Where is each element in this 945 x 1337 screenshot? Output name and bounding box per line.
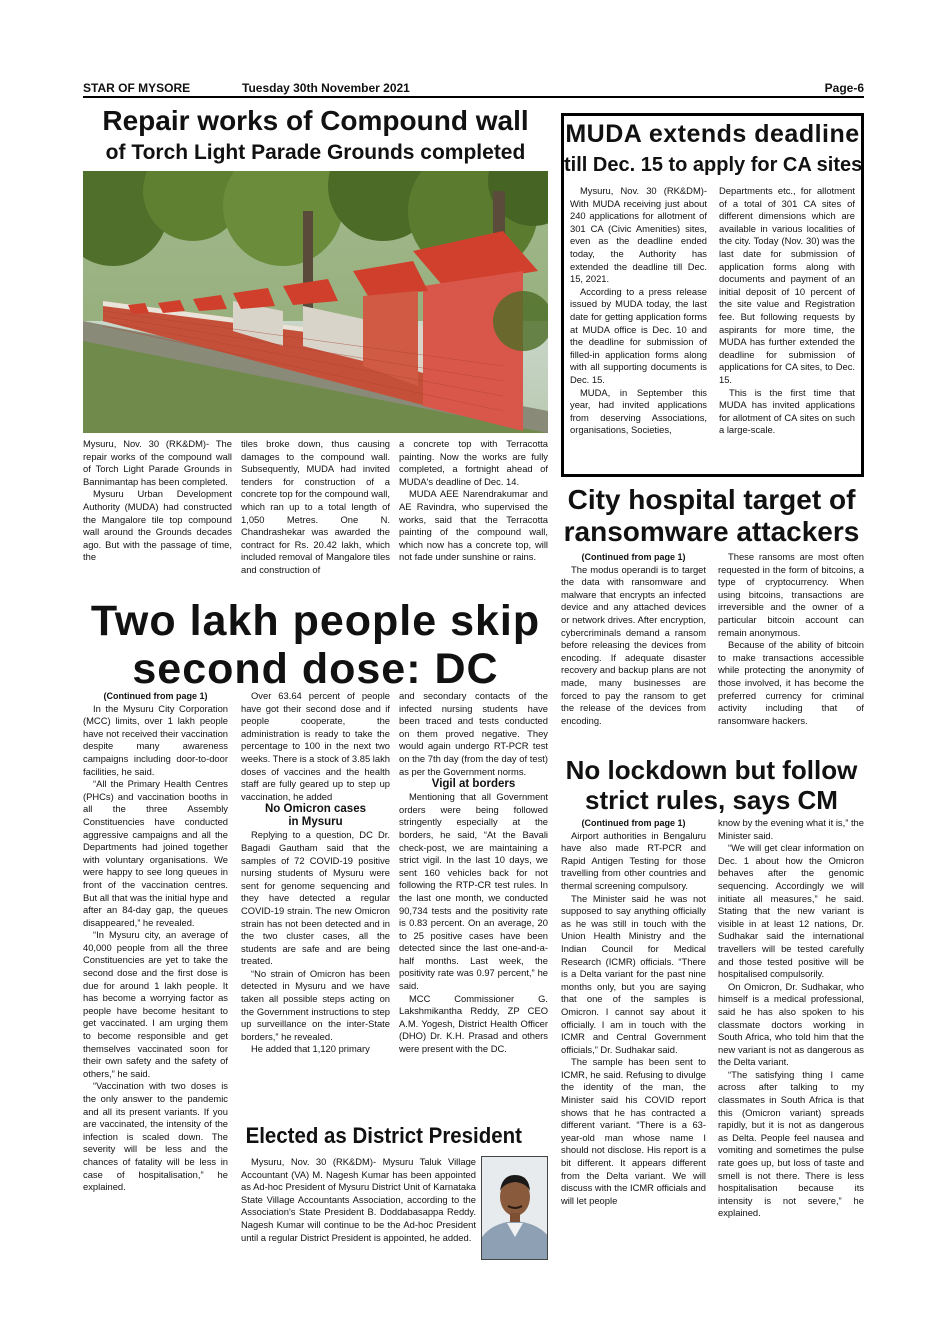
paragraph: On Omicron, Dr. Sudhakar, who himself is a medical professional, said he has also spoken to his classmate doctors working in South Africa, who told him that the new variant is not as dangerous as the Delta variant.: [718, 980, 864, 1068]
paragraph: and secondary contacts of the infected nursing students have been traced and tests conducted on them proved negative. They would again undergo RT-PCR test on the 7th day (from the day of test) as per the Government norms.: [399, 690, 548, 777]
hospital-column-1: [561, 551, 706, 746]
paragraph: “The satisfying thing I came across after talking to my classmates in South Africa is that this (Omicron variant) spreads rapidly, but it is not as dangerous as Delta. People feel nausea and vomiting and sometimes the pulse rate goes up, but loss of taste and smell is not there. There is less hospitalisation because its intensity is not severe,” he explained.: [718, 1068, 864, 1219]
masthead: [83, 80, 864, 98]
dose-column-1: [83, 690, 228, 1268]
paragraph: MUDA AEE Narendrakumar and AE Ravindra, who supervised the works, said that the Terracotta painting of the compound wall, which now has a concrete top, will not fade under sunshine or rains.: [399, 488, 548, 563]
lockdown-headline: No lockdown but follow: [565, 755, 858, 785]
repair-column-1: [83, 438, 232, 588]
paragraph: tiles broke down, thus causing damages to the compound wall. Subsequently, MUDA had invited tenders for construction of a concrete top for the compound wall, which ran up to a total length of 1,050 Metres. One N. Chandrashekar was awarded the contract for Rs. 20.42 lakh, which included removal of Mangalore tiles and construction of: [241, 438, 390, 575]
muda-subheadline: till Dec. 15 to apply for CA sites: [564, 154, 863, 176]
paragraph: Mentioning that all Government orders were being followed stringently especially at the borders, he said, “At the Bavali check-post, we are maintaining a strict vigil. In the last 10 days, we sent 160 vehicles back for not following the RTP-CR test rules. In the last one month, we conducted 90,734 tests and the positivity rate is 0.83 percent. On an average, 20 to 25 positive cases have been detected since the last one-and-a-half months. Last week, the positivity rate was 0.97 percent,” he said.: [399, 791, 548, 992]
paragraph: know by the evening what it is,” the Minister said.: [718, 817, 864, 841]
repair-subheadline: of Torch Light Parade Grounds completed: [105, 141, 526, 164]
paragraph: The modus operandi is to target the data with ransomware and malware that encrypts an infected device and any attached devices or network drives. After encryption, cybercriminals demand a ransom before releasing the devices from encoding. If adequate disaster recovery and backup plans are not made, many businesses are forced to pay the ransom to get the release of the devices from encoding.: [561, 563, 706, 726]
muda-column-2: [719, 185, 855, 470]
page-number: Page-6: [824, 81, 864, 95]
hospital-column-2: [718, 551, 864, 746]
paragraph: Mysuru Urban Development Authority (MUDA) had constructed the Mangalore tile top compound wall around the Grounds decades ago. But with the passage of time, the: [83, 488, 232, 563]
continued-label: (Continued from page 1): [581, 818, 686, 828]
subheading-vigil: Vigil at borders: [431, 778, 516, 791]
dose-headline: Two lakh people skip: [90, 597, 541, 645]
subheading-in-mysuru: in Mysuru: [288, 816, 343, 829]
paragraph: a concrete top with Terracotta painting. Now the works are fully completed, a fortnight ahead of MUDA's deadline of Dec. 14.: [399, 438, 548, 487]
paragraph: The sample has been sent to ICMR, he said. Refusing to divulge the identity of the man, the Minister said his COVID report shows that he has contracted a different variant. “There is a 63-year-old man whose name I should not disclose. His report is a bit different. It appears different from the Delta variant. We will discuss with the ICMR officials and will let people: [561, 1056, 706, 1206]
muda-column-1: [570, 185, 707, 470]
paragraph: In the Mysuru City Corporation (MCC) limits, over 1 lakh people have not received their vaccination despite many awareness campaigns including door-to-door facilities, he said.: [83, 702, 228, 777]
repair-column-3: [399, 438, 548, 588]
paragraph: These ransoms are most often requested in the form of bitcoins, a type of cryptocurrency. When using bitcoins, transactions are irreversible and the owner of a particular bitcoin account can remain anonymous.: [718, 551, 864, 638]
paragraph: Because of the ability of bitcoin to make transactions accessible while protecting the anonymity of those involved, it has become the preferred currency for criminal activity including that of ransomware hackers.: [718, 639, 864, 726]
hospital-headline: City hospital target of: [567, 484, 856, 515]
hospital-subheadline: ransomware attackers: [563, 516, 860, 547]
repair-headline: Repair works of Compound wall: [102, 105, 529, 136]
paragraph: “All the Primary Health Centres (PHCs) and vaccination booths in all the three Assembly Constituencies have conducted aggressive campaigns and all the Departments had joined together with voluntary organisations. We were happy to see long queues in front of the vaccination centres. But all that was the initial hype and after an 84-day gap, the queues disappeared,” he revealed.: [83, 778, 228, 928]
paragraph: Over 63.64 percent of people have got their second dose and if people cooperate, the administration is ready to take the percentage to 100 in the next two weeks. There is a stock of 3.85 lakh doses of vaccines and the health staff are fully geared up to step up vaccination, he added: [241, 690, 390, 802]
continued-label: (Continued from page 1): [581, 552, 686, 562]
subheading-no-omicron: No Omicron cases: [265, 803, 366, 816]
paragraph: Mysuru, Nov. 30 (RK&DM)- The repair works of the compound wall of Torch Light Parade Grounds in Bannimantap has been completed.: [83, 438, 232, 487]
paragraph: “In Mysuru city, an average of 40,000 people from all the three Constituencies are yet to take the second dose and the first dose is due for around 1 lakh people. It has become a worrying factor as people have become hesitant to get vaccinated. I am urging them to become responsible and get themselves vaccinated soon for their own safety and the safety of others,” he said.: [83, 929, 228, 1079]
elected-body: [241, 1156, 476, 1268]
paragraph: Mysuru, Nov. 30 (RK&DM)- Mysuru Taluk Village Accountant (VA) M. Nagesh Kumar has been appointed as Ad-hoc President of Mysuru District Unit of Karnataka State Village Accountants Association, according to the Association's State President B. Doddabasappa Reddy. Nagesh Kumar will continue to be the Ad-hoc President until a regular District President is appointed, he added.: [241, 1156, 476, 1243]
elected-headline: Elected as District President: [245, 1123, 522, 1148]
paragraph: According to a press release issued by MUDA today, the last date for getting application forms at MUDA office is Dec. 10 and the deadline for submission of filled-in application forms along with all supporting documents is Dec. 15.: [570, 285, 707, 385]
paragraph: Mysuru, Nov. 30 (RK&DM)- With MUDA receiving just about 240 applications for allotment of 301 CA (Civic Amenities) sites, even as the deadline ended today, the Authority has extended the deadline till Dec. 15, 2021.: [570, 185, 707, 285]
paragraph: “Vaccination with two doses is the only answer to the pandemic and all its present variants. If you are vaccinated, the intensity of the infection is scaled down. The severity will be less and the chances of fatality will be less in case of hospitalisation,” he explained.: [83, 1080, 228, 1193]
paragraph: This is the first time that MUDA has invited applications for allotment of CA sites on such a large-scale.: [719, 386, 855, 436]
lockdown-subheadline: strict rules, says CM: [585, 785, 838, 815]
paragraph: The Minister said he was not supposed to say anything officially as he was still in touch with the Union Health Ministry and the Indian Council for Medical Research (ICMR) officials. “There is a Delta variant for the past nine months only, but you are saying that one of the samples is Omicron. I cannot say about it officially. I am in touch with the ICMR and Central Government officials,” Dr. Sudhakar said.: [561, 892, 706, 1055]
lockdown-column-2: [718, 817, 864, 1269]
dose-column-2: [241, 690, 390, 1112]
muda-headline: MUDA extends deadline: [565, 120, 860, 148]
compound-wall-photo: [83, 171, 548, 433]
paragraph: Replying to a question, DC Dr. Bagadi Gautham said that the samples of 72 COVID-19 positive nursing students of Mysuru were sent for genome sequencing and they have detected a regular COVID-19 strain. The new Omicron strain has not been detected and in the two cluster cases, all the students are safe and are being treated.: [241, 829, 390, 967]
paragraph: “We will get clear information on Dec. 1 about how the Omicron behaves after the genomic sequencing. Accordingly we will initiate all measures,” he said. Stating that the new variant is visible in at least 12 nations, Dr. Sudhakar said the international travellers will be tested carefully and those tested positive will be hospitalised compulsorily.: [718, 842, 864, 980]
paragraph: MCC Commissioner G. Lakshmikantha Reddy, ZP CEO A.M. Yogesh, District Health Officer (DHO) Dr. K.H. Prasad and others were present with the DC.: [399, 992, 548, 1055]
paragraph: MUDA, in September this year, had invited applications from deserving Associations, organisations, Societies,: [570, 386, 707, 436]
dose-subheadline: second dose: DC: [132, 645, 499, 693]
paragraph: He added that 1,120 primary: [251, 1043, 370, 1055]
paragraph: Airport authorities in Bengaluru have also made RT-PCR and Rapid Antigen Testing for those travelling from other countries and thermal screening compulsory.: [561, 829, 706, 891]
paragraph: “No strain of Omicron has been detected in Mysuru and we have taken all possible steps acting on the Government instructions to step up surveillance on the inter-State borders,” he revealed.: [241, 967, 390, 1042]
dose-column-3: [399, 690, 548, 1112]
lockdown-column-1: [561, 817, 706, 1269]
issue-date: Tuesday 30th November 2021: [242, 81, 410, 95]
paragraph: Departments etc., for allotment of a total of 301 CA sites of different dimensions which are available in various localities of the city. Today (Nov. 30) was the last date for submission of application forms along with documents and payment of an initial deposit of 10 percent of the site value and Registration fee. But following requests by aspirants for more time, the MUDA has further extended the deadline for submission of applications for CA sites, to Dec. 15.: [719, 185, 855, 385]
continued-label: (Continued from page 1): [103, 691, 208, 701]
portrait-photo: [481, 1156, 548, 1260]
repair-column-2: [241, 438, 390, 588]
paper-name: STAR OF MYSORE: [83, 81, 191, 95]
